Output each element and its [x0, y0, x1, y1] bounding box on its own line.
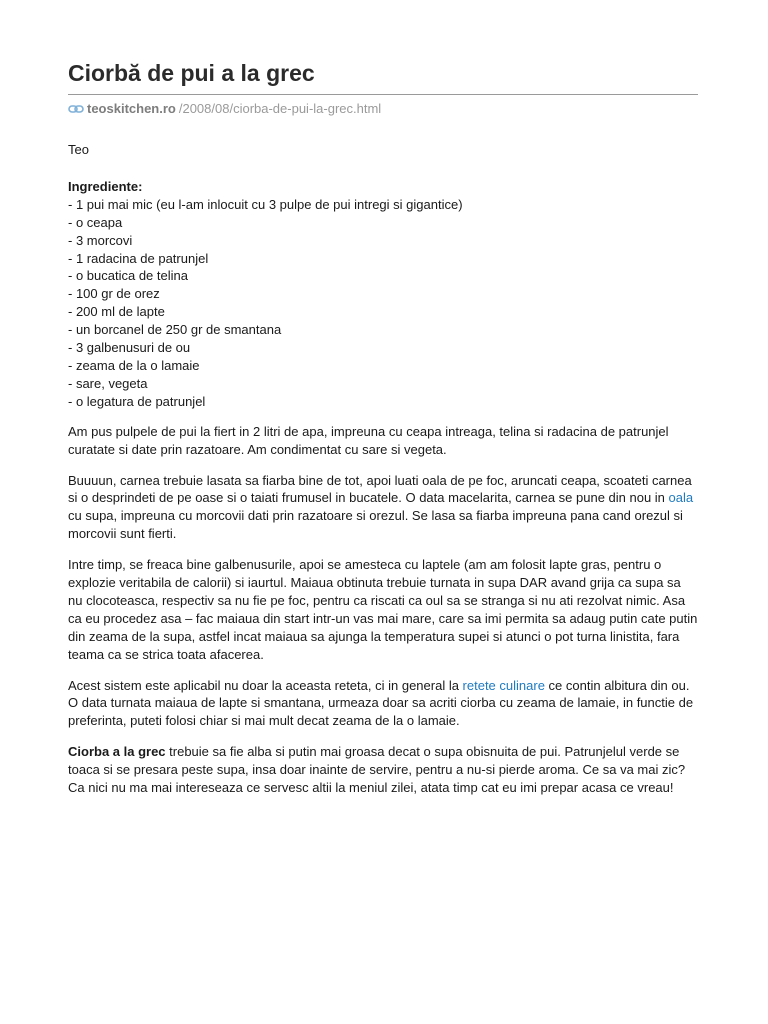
ingredient-item: - o ceapa: [68, 214, 123, 230]
source-path: /2008/08/ciorba-de-pui-la-grec.html: [178, 101, 382, 116]
author-name: Teo: [68, 142, 89, 157]
paragraph-meat: [68, 472, 698, 544]
ingredient-item: - 3 morcovi: [68, 232, 133, 248]
ingredient-item: - 1 pui mai mic (eu l-am inlocuit cu 3 pulpe de pui intregi si gigantice): [68, 196, 463, 212]
ingredient-item: - un borcanel de 250 gr de smantana: [68, 322, 282, 338]
ingredient-item: - zeama de la o lamaie: [68, 357, 200, 373]
dish-name-bold: Ciorba a la grec: [68, 744, 166, 760]
ingredient-item: - 1 radacina de patrunjel: [68, 250, 209, 266]
paragraph-serving: [68, 743, 698, 797]
ingredient-item: - sare, vegeta: [68, 375, 148, 391]
paragraph-mixture: Intre timp, se freaca bine galbenusurile, apoi se amesteca cu laptele (am am folosit lapte gras, pentru o explozie veritabila de calorii) si iaurtul. Maiaua obtinuta trebuie turnata in supa DAR avand grija ca supa sa nu clocoteasca, respectiv sa nu fie pe foc, pentru ca riscati ca oul sa se stranga si nu ati rezolvat nimic. Asa ca eu procedez asa – fac maiaua din start intr-un vas mai mare, care sa imi permita sa adaug putin cate putin din zeama de la supa, astfel incat maiaua sa ajunga la temperatura supei si atunci o pot turna linistita, fara teama ca se strica toata afacerea.: [68, 557, 698, 662]
retete-culinare-link[interactable]: retete culinare: [462, 677, 545, 693]
paragraph-system-text-b: ce contin albitura din ou. O data turnata maiaua de lapte si smantana, urmeaza doar sa acriti ciorba cu zeama de lamaie, in functie de preferinta, puteti folosi chiar si mai mult decat zeama de la o lamaie.: [68, 677, 694, 729]
page-title: Ciorbă de pui a la grec: [68, 60, 315, 86]
ingredient-item: - o bucatica de telina: [68, 268, 188, 284]
oala-link[interactable]: oala: [668, 490, 694, 506]
paragraph-meat-text-a: Buuuun, carnea trebuie lasata sa fiarba bine de tot, apoi luati oala de pe foc, aruncati ceapa, scoateti carnea si o desprindeti de pe oase si o taiati frumusel in bucatele. O data macelarita, carnea se pune din nou in: [68, 472, 692, 506]
paragraph-serving-text: trebuie sa fie alba si putin mai groasa decat o supa obisnuita de pui. Patrunjelul verde se toaca si se presara peste supa, insa doar inainte de servire, pentru a nu-si pierde aroma. Ce sa va mai zic? Ca nici nu ma mai intereseaza ce servesc altii la meniul zilei, atata timp cat eu imi prepar acasa ce vreau!: [68, 744, 686, 796]
ingredients-heading: Ingrediente:: [68, 178, 143, 194]
paragraph-system: [68, 677, 698, 731]
paragraph-system-text-a: Acest sistem este aplicabil nu doar la aceasta reteta, ci in general la: [68, 677, 463, 693]
ingredient-item: - o legatura de patrunjel: [68, 393, 206, 409]
ingredient-item: - 100 gr de orez: [68, 286, 160, 302]
ingredients-list: [68, 196, 698, 411]
source-domain-link[interactable]: teoskitchen.ro: [87, 101, 176, 116]
ingredient-item: - 3 galbenusuri de ou: [68, 340, 191, 356]
source-line: [68, 101, 698, 117]
link-icon: [68, 103, 85, 115]
title-divider: [68, 94, 698, 95]
article-body: [68, 141, 698, 797]
ingredient-item: - 200 ml de lapte: [68, 304, 165, 320]
paragraph-meat-text-b: cu supa, impreuna cu morcovii dati prin razatoare si orezul. Se lasa sa fiarba impreuna pana cand orezul si morcovii sunt fierti.: [68, 508, 683, 542]
paragraph-boiling: Am pus pulpele de pui la fiert in 2 litri de apa, impreuna cu ceapa intreaga, telina si radacina de patrunjel curatate si date prin razatoare. Am condimentat cu sare si vegeta.: [68, 423, 669, 457]
